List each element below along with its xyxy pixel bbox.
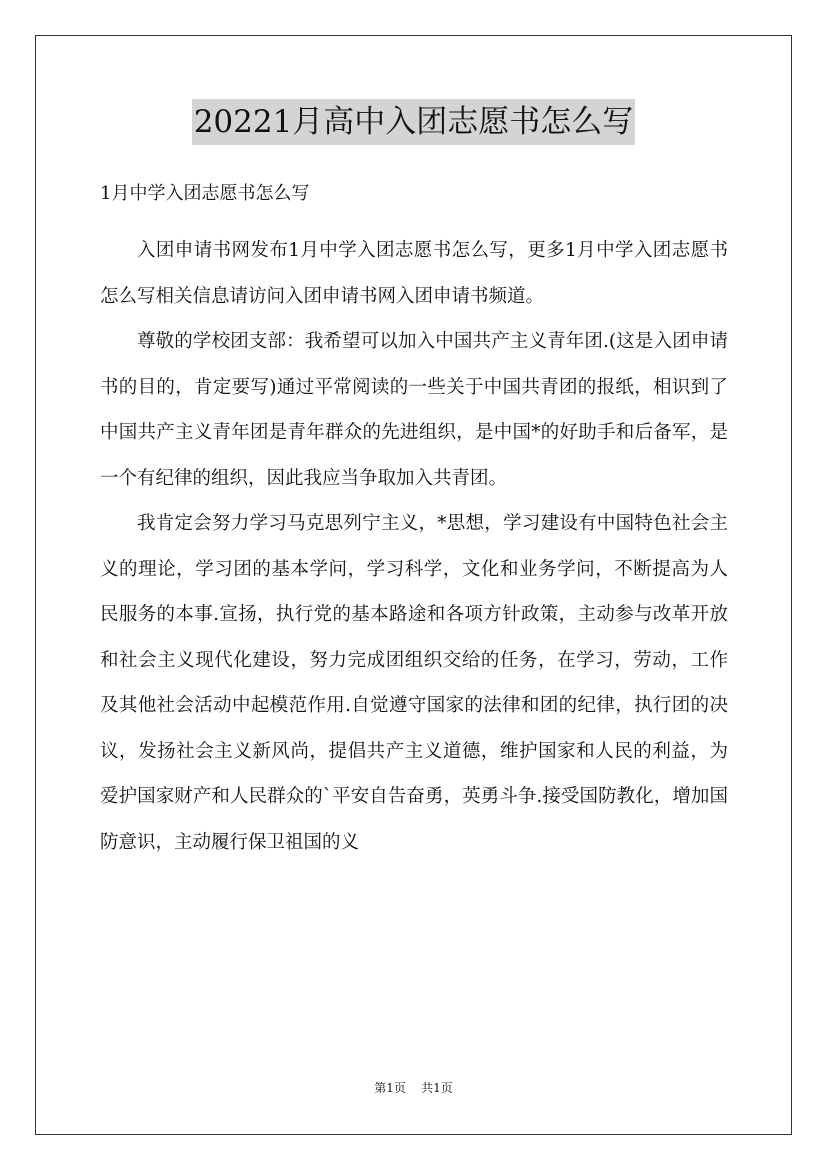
title-container — [0, 99, 827, 145]
paragraph-commitment: 我肯定会努力学习马克思列宁主义，*思想，学习建设有中国特色社会主义的理论，学习团的基本学问，学习科学，文化和业务学问，不断提高为人民服务的本事.宣扬，执行党的基本路途和各项方针政策，主动参与改革开放和社会主义现代化建设，努力完成团组织交给的任务，在学习，劳动，工作及其他社会活动中起模范作用.自觉遵守国家的法律和团的纪律，执行团的决议，发扬社会主义新风尚，提倡共产主义道德，维护国家和人民的利益，为爱护国家财产和人民群众的`平安自告奋勇，英勇斗争.接受国防教化，增加国防意识，主动履行保卫祖国的义 — [100, 513, 728, 853]
page-total: 共1页 — [421, 1081, 453, 1095]
page-number: 第1页 — [374, 1081, 406, 1095]
page-footer — [0, 1080, 827, 1096]
paragraph-intro: 入团申请书网发布1月中学入团志愿书怎么写，更多1月中学入团志愿书怎么写相关信息请访问入团申请书网入团申请书频道。 — [100, 240, 728, 307]
document-body — [100, 228, 728, 865]
document-title: 20221月高中入团志愿书怎么写 — [192, 99, 636, 145]
document-subtitle: 1月中学入团志愿书怎么写 — [100, 183, 310, 204]
paragraph-greeting: 尊敬的学校团支部：我希望可以加入中国共产主义青年团.(这是入团申请书的目的，肯定要写)通过平常阅读的一些关于中国共青团的报纸，相识到了中国共产主义青年团是青年群众的先进组织，是中国*的好助手和后备军，是一个有纪律的组织，因此我应当争取加入共青团。 — [100, 331, 728, 489]
